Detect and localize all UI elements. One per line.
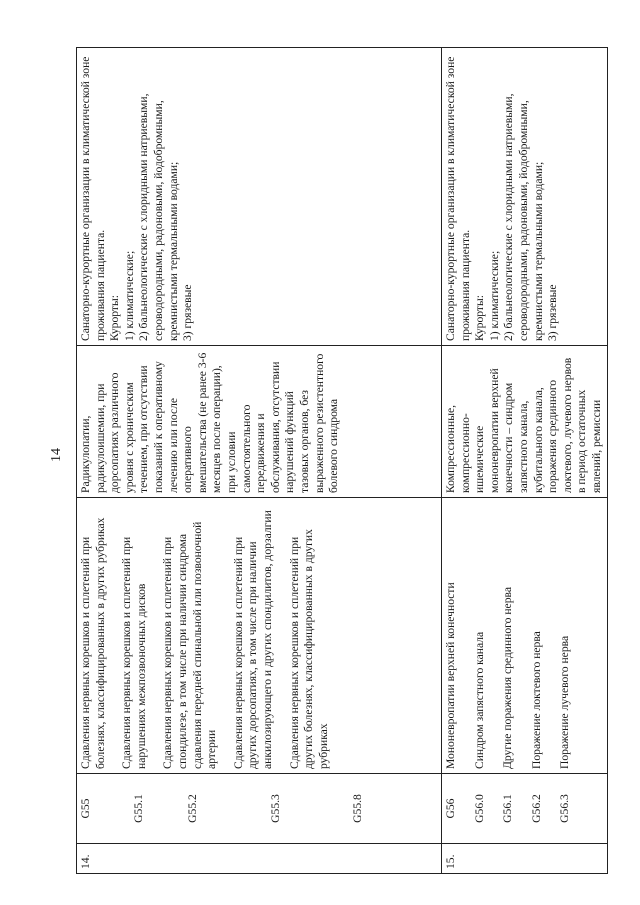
icd-code: G55.1: [131, 794, 145, 823]
row-number: 15.: [442, 844, 608, 874]
condition-text: Радикулопатии, радикулоишемии, при дорсопатиях различного уровня с хроническим течением, при отсутствии показаний к оперативному лечению или после оперативного вмешательства (не ранее 3-6 месяцев после операции), при условии самостоятельного передвижения и обслуживания, отсутствии нарушений функций тазовых органов, без выраженного резистентного болевого синдрома: [79, 352, 341, 493]
diagnosis-title: Другие поражения срединного нерва: [501, 587, 515, 769]
icd-code: G55.2: [186, 794, 200, 823]
condition-cell: [77, 346, 442, 498]
icd-code: G55.8: [351, 794, 365, 823]
row-number: 14.: [77, 844, 442, 874]
resort-text: Санаторно-курортные организации в климатической зоне проживания пациента. Курорты: 1) климатические; 2) бальнеологические с хлоридными натриевыми, сероводородными, радоновыми, йодобромными, кремнистыми термальными водами; 3) грязевые: [79, 56, 195, 341]
icd-code: G56: [444, 798, 457, 819]
indications-table: [76, 47, 608, 874]
diagnosis-title: Сдавления нервных корешков и сплетений при болезнях, классифицированных в других рубриках: [79, 517, 107, 769]
diagnosis-title: Поражение лучевого нерва: [558, 635, 572, 769]
resort-cell: [442, 48, 608, 346]
diagnosis-title: Мононевропатии верхней конечности: [444, 582, 457, 769]
icd-code: G55: [79, 798, 92, 819]
page-number: 14: [49, 448, 64, 462]
icd-codes-cell: [77, 774, 442, 844]
diagnosis-title: Сдавления нервных корешков и сплетений при нарушениях межпозвоночных дисков: [120, 536, 148, 769]
diagnosis-cell: [442, 498, 608, 774]
icd-code: G56.3: [558, 794, 572, 823]
diagnosis-title: Сдавления нервных корешков и сплетений при других дорсопатиях, в том числе при наличии анкилозирующего и других спондилитов, дорзалгии: [231, 510, 274, 769]
icd-code: G56.1: [501, 794, 515, 823]
resort-cell: [77, 48, 442, 346]
diagnosis-cell: [77, 498, 442, 774]
icd-codes-cell: [442, 774, 608, 844]
table-row: [442, 48, 608, 874]
diagnosis-title: Сдавления нервных корешков и сплетений при других болезнях, классифицированных в других рубриках: [287, 529, 330, 769]
icd-code: G56.2: [529, 794, 543, 823]
diagnosis-title: Синдром запястного канала: [472, 631, 486, 769]
icd-code: G56.0: [472, 794, 486, 823]
table-row: [77, 48, 442, 874]
resort-text: Санаторно-курортные организации в климатической зоне проживания пациента. Курорты: 1) климатические; 2) бальнеологические с хлоридными натриевыми, сероводородными, радоновыми, йодобромными, кремнистыми термальными водами; 3) грязевые: [444, 56, 560, 341]
rotated-table-wrapper: [76, 48, 603, 874]
condition-text: Компрессионные, компрессионно-ишемические мононевропатии верхней конечности – синдром запястного канала, кубитального канала, поражения срединного локтевого, лучевого нервов в период остаточных явлений, ремиссии: [444, 357, 603, 493]
condition-cell: [442, 346, 608, 498]
diagnosis-title: Поражение локтевого нерва: [529, 631, 543, 769]
icd-code: G55.3: [268, 794, 282, 823]
diagnosis-title: Сдавления нервных корешков и сплетений при спондилезе, в том числе при наличии синдрома сдавления передней спинальной или позвоночной артерии: [161, 521, 219, 769]
